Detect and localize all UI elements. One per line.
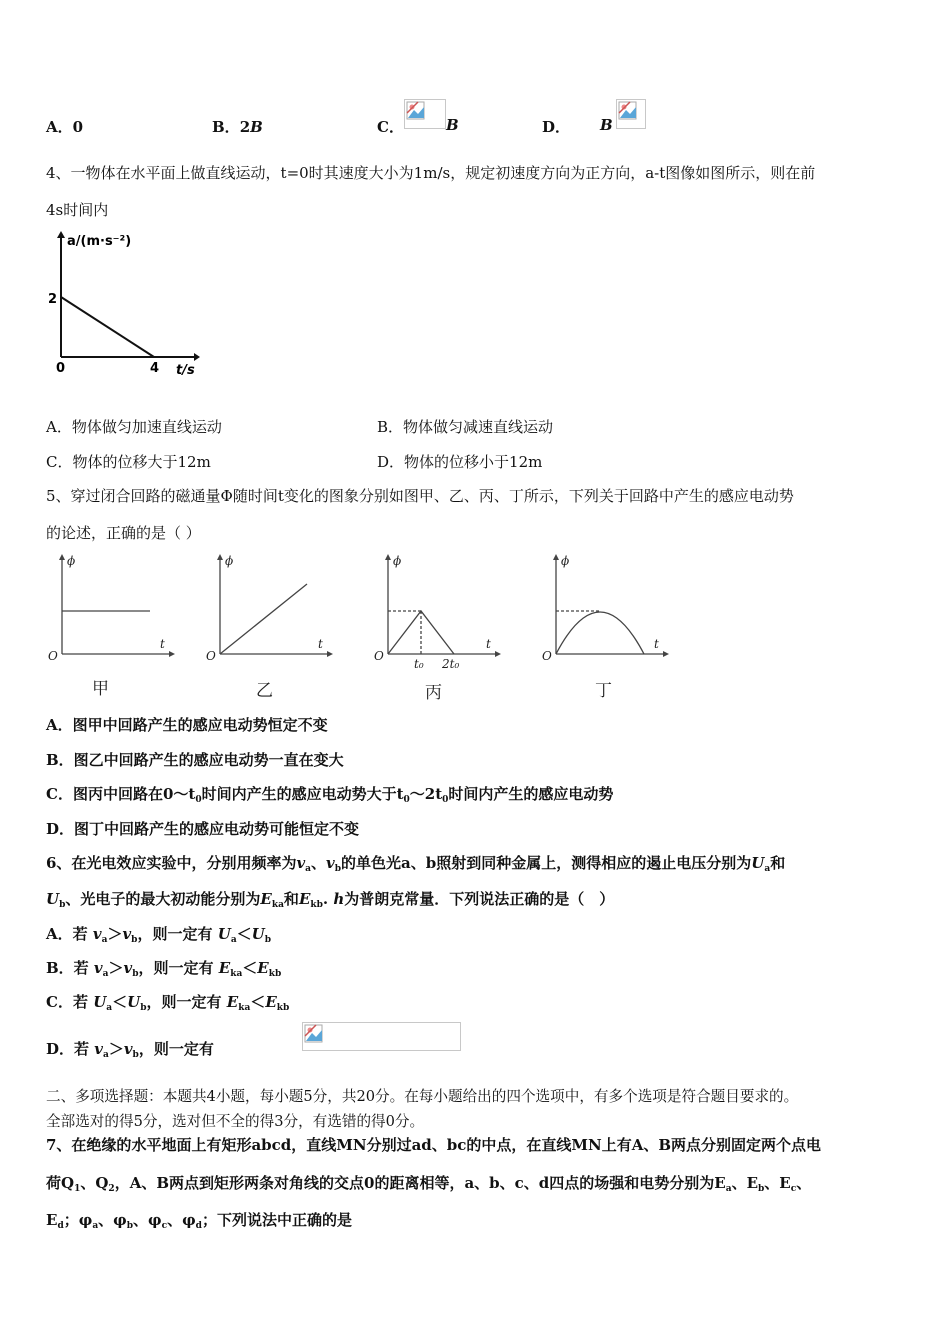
q5-option-b[interactable]: B．图乙中回路产生的感应电动势一直在变大 <box>46 751 344 769</box>
q3-option-d-var: B <box>600 116 613 134</box>
q4-graph-line <box>61 297 154 357</box>
svg-text:t: t <box>654 637 659 651</box>
q6-option-c[interactable]: C．若 $U_a<U_b$，则一定有 $E_{ka}<E_{kb}$ <box>46 993 290 1013</box>
q6-option-d[interactable]: D．若 $v_a>v_b$，则一定有 <box>46 1040 214 1060</box>
q4-graph-ytick: 2 <box>48 292 58 307</box>
q6-stem-line2: $U_b$、光电子的最大初动能分别为$E_{ka}$和$E_{kb}$. h为普朗克常量．下列说法正确的是（ ） <box>46 890 615 910</box>
q3-option-a[interactable] <box>46 116 83 137</box>
caption-yi: 乙 <box>256 681 273 701</box>
broken-image-icon <box>302 1022 461 1051</box>
q3-option-b-label: B． <box>212 118 240 136</box>
caption-ding: 丁 <box>595 681 612 701</box>
svg-text:t₀: t₀ <box>414 657 424 671</box>
svg-text:O: O <box>374 649 384 663</box>
caption-bing: 丙 <box>425 683 442 703</box>
svg-text:O: O <box>48 649 58 663</box>
q4-option-d[interactable]: D．物体的位移小于12m <box>377 453 543 471</box>
q3-option-a-label: A． <box>46 118 73 136</box>
svg-text:t: t <box>318 637 323 651</box>
broken-image-icon <box>404 99 446 129</box>
broken-image-icon <box>616 99 646 129</box>
svg-text:ϕ: ϕ <box>225 554 234 568</box>
q4-graph-y-arrow <box>57 231 65 238</box>
q5-stem-line1: 5、穿过闭合回路的磁通量Φ随时间t变化的图象分别如图甲、乙、丙、丁所示，下列关于回路中产生的感应电动势 <box>46 487 794 505</box>
svg-text:ϕ: ϕ <box>67 554 76 568</box>
q3-option-b-var: B <box>250 118 263 136</box>
q4-graph-ylabel: a/(m·s⁻²) <box>67 234 132 249</box>
q5-option-a[interactable]: A．图甲中回路产生的感应电动势恒定不变 <box>46 716 328 734</box>
q7-line1: 7、在绝缘的水平地面上有矩形abcd，直线MN分别过ad、bc的中点，在直线MN上有A、B两点分别固定两个点电 <box>46 1136 822 1154</box>
q4-at-graph <box>44 226 204 378</box>
q4-graph-xlabel: t/s <box>176 363 195 378</box>
q3-option-c[interactable] <box>377 116 404 137</box>
q5-flux-graphs <box>44 548 684 710</box>
q7-line3: $E_d$；$\varphi_a$、$\varphi_b$、$\varphi_c$、$\varphi_d$；下列说法中正确的是 <box>46 1211 352 1231</box>
q7-line2: 荷$Q_1$、$Q_2$，A、B两点到矩形两条对角线的交点0的距离相等，a、b、c、d四点的场强和电势分别为$E_a$、$E_b$、$E_c$、 <box>46 1174 812 1194</box>
svg-text:t: t <box>486 637 491 651</box>
q6-stem-line1: 6、在光电效应实验中，分别用频率为$v_a$、$v_b$的单色光a、b照射到同种金属上，测得相应的遏止电压分别为$U_a$和 <box>46 854 786 874</box>
q3-option-c-label: C． <box>377 118 404 136</box>
section2-line1: 二、多项选择题：本题共4小题，每小题5分，共20分。在每小题给出的四个选项中，有多个选项是符合题目要求的。 <box>46 1088 799 1105</box>
q5-stem-line2: 的论述，正确的是（ ） <box>46 524 201 542</box>
q3-option-a-text: 0 <box>72 118 84 136</box>
svg-text:t: t <box>160 637 165 651</box>
svg-text:2t₀: 2t₀ <box>442 657 460 671</box>
q4-option-a[interactable]: A．物体做匀加速直线运动 <box>46 418 222 436</box>
q3-option-b-text: 2 <box>239 118 251 136</box>
q5-option-c[interactable]: C．图丙中回路在$0\sim t_0$时间内产生的感应电动势大于$t_0\sim 2t_0$时间内产生的感应电动势 <box>46 785 614 805</box>
q4-graph-x-arrow <box>194 353 200 361</box>
caption-jia: 甲 <box>92 679 109 699</box>
q3-option-c-var: B <box>446 116 459 134</box>
q4-stem-line1: 4、一物体在水平面上做直线运动，t=0时其速度大小为1m/s，规定初速度方向为正方向，a-t图像如图所示，则在前 <box>46 164 816 182</box>
q3-option-b[interactable] <box>212 116 263 137</box>
q3-option-d-label: D． <box>542 118 571 136</box>
svg-text:ϕ: ϕ <box>561 554 570 568</box>
svg-text:O: O <box>542 649 552 663</box>
q6-option-a[interactable]: A．若 $v_a>v_b$，则一定有 $U_a<U_b$ <box>46 925 272 945</box>
svg-text:O: O <box>206 649 216 663</box>
q6-option-b[interactable]: B．若 $v_a>v_b$，则一定有 $E_{ka}<E_{kb}$ <box>46 959 282 979</box>
graph-ding-line <box>556 612 644 654</box>
q4-graph-origin: 0 <box>56 361 66 376</box>
q3-option-d[interactable] <box>542 116 570 137</box>
q5-option-d[interactable]: D．图丁中回路产生的感应电动势可能恒定不变 <box>46 820 360 838</box>
svg-text:ϕ: ϕ <box>393 554 402 568</box>
q4-stem-line2: 4s时间内 <box>46 201 109 219</box>
q4-option-b[interactable]: B．物体做匀减速直线运动 <box>377 418 554 436</box>
q4-graph-xtick: 4 <box>150 361 160 376</box>
graph-yi-line <box>220 584 307 654</box>
q4-option-c[interactable]: C．物体的位移大于12m <box>46 453 211 471</box>
section2-line2: 全部选对的得5分，选对但不全的得3分，有选错的得0分。 <box>46 1113 425 1130</box>
